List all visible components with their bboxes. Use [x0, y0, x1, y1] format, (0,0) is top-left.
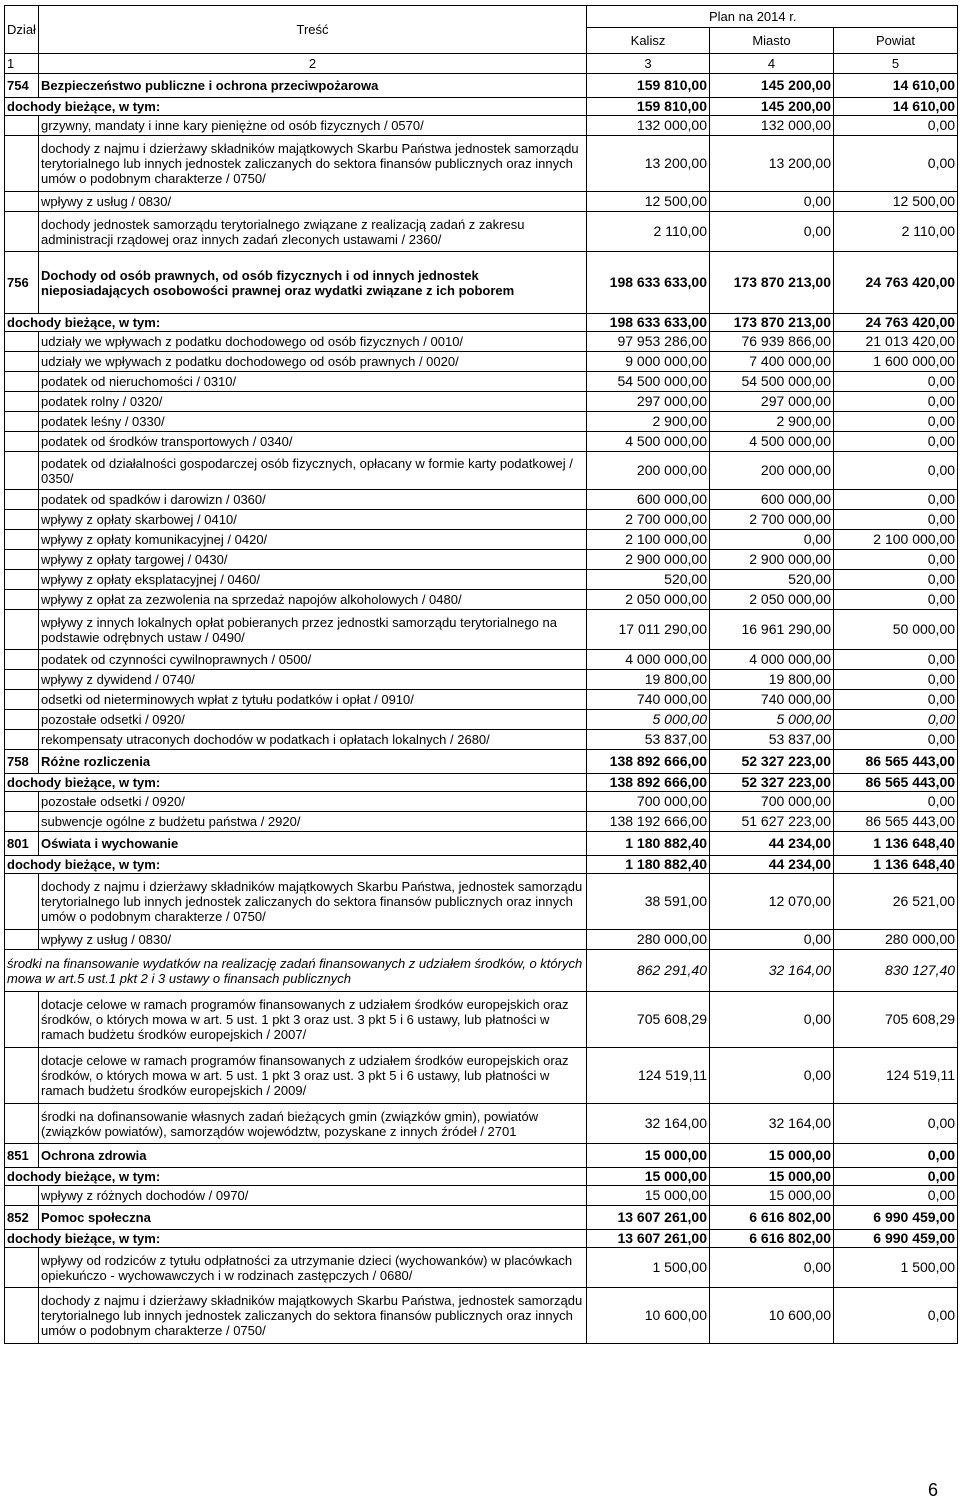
- value-powiat: 86 565 443,00: [834, 774, 958, 792]
- col-index: 1: [5, 54, 39, 74]
- item-row: [5, 372, 958, 392]
- col-index: 3: [587, 54, 710, 74]
- item-description: podatek od działalności gospodarczej osób fizycznych, opłacany w formie karty podatkowej / 0350/: [39, 452, 587, 490]
- dzial-code: 754: [5, 74, 39, 98]
- item-row: [5, 1186, 958, 1206]
- value-miasto: 2 050 000,00: [710, 590, 834, 610]
- indent-cell: [5, 930, 39, 950]
- item-description: środki na finansowanie wydatków na realizację zadań finansowanych z udziałem środków, o których mowa w art.5 ust.1 pkt 2 i 3 ustawy o finansach publicznych: [5, 950, 587, 992]
- indent-cell: [5, 1104, 39, 1144]
- value-powiat: 0,00: [834, 650, 958, 670]
- section-row: [5, 1144, 958, 1168]
- value-miasto: 16 961 290,00: [710, 610, 834, 650]
- value-powiat: 830 127,40: [834, 950, 958, 992]
- value-kalisz: 700 000,00: [587, 792, 710, 812]
- value-powiat: 0,00: [834, 510, 958, 530]
- indent-cell: [5, 670, 39, 690]
- item-row: [5, 950, 958, 992]
- indent-cell: [5, 452, 39, 490]
- col-tresc-header: Treść: [39, 6, 587, 54]
- value-kalisz: 138 192 666,00: [587, 812, 710, 832]
- item-description: wpływy z opłaty eksplatacyjnej / 0460/: [39, 570, 587, 590]
- section-title: Bezpieczeństwo publiczne i ochrona przeciwpożarowa: [39, 74, 587, 98]
- value-miasto: 297 000,00: [710, 392, 834, 412]
- value-kalisz: 17 011 290,00: [587, 610, 710, 650]
- indent-cell: [5, 1186, 39, 1206]
- item-row: [5, 992, 958, 1048]
- value-powiat: 0,00: [834, 690, 958, 710]
- item-row: [5, 432, 958, 452]
- value-kalisz: 4 500 000,00: [587, 432, 710, 452]
- item-description: pozostałe odsetki / 0920/: [39, 792, 587, 812]
- value-miasto: 740 000,00: [710, 690, 834, 710]
- value-kalisz: 862 291,40: [587, 950, 710, 992]
- indent-cell: [5, 412, 39, 432]
- indent-cell: [5, 992, 39, 1048]
- value-kalisz: 600 000,00: [587, 490, 710, 510]
- item-description: rekompensaty utraconych dochodów w podatkach i opłatach lokalnych / 2680/: [39, 730, 587, 750]
- indent-cell: [5, 530, 39, 550]
- indent-cell: [5, 730, 39, 750]
- value-miasto: 6 616 802,00: [710, 1206, 834, 1230]
- dzial-code: 801: [5, 832, 39, 856]
- item-description: udziały we wpływach z podatku dochodowego od osób prawnych / 0020/: [39, 352, 587, 372]
- value-miasto: 145 200,00: [710, 74, 834, 98]
- value-miasto: 53 837,00: [710, 730, 834, 750]
- budget-income-table: [4, 5, 958, 1344]
- value-powiat: 0,00: [834, 1144, 958, 1168]
- item-description: udziały we wpływach z podatku dochodowego od osób fizycznych / 0010/: [39, 332, 587, 352]
- indent-cell: [5, 212, 39, 252]
- value-kalisz: 53 837,00: [587, 730, 710, 750]
- value-kalisz: 1 500,00: [587, 1248, 710, 1288]
- indent-cell: [5, 1048, 39, 1104]
- value-kalisz: 132 000,00: [587, 116, 710, 136]
- item-description: podatek od nieruchomości / 0310/: [39, 372, 587, 392]
- col-index: 5: [834, 54, 958, 74]
- section-title: Różne rozliczenia: [39, 750, 587, 774]
- value-powiat: 24 763 420,00: [834, 314, 958, 332]
- value-kalisz: 19 800,00: [587, 670, 710, 690]
- value-miasto: 2 900,00: [710, 412, 834, 432]
- value-miasto: 0,00: [710, 1248, 834, 1288]
- item-row: [5, 690, 958, 710]
- value-miasto: 19 800,00: [710, 670, 834, 690]
- value-powiat: 2 100 000,00: [834, 530, 958, 550]
- current-income-label: dochody bieżące, w tym:: [5, 1230, 587, 1248]
- value-powiat: 14 610,00: [834, 74, 958, 98]
- value-powiat: 0,00: [834, 710, 958, 730]
- item-description: wpływy z innych lokalnych opłat pobieranych przez jednostki samorządu terytorialnego na podstawie odrębnych ustaw / 0490/: [39, 610, 587, 650]
- section-title: Pomoc społeczna: [39, 1206, 587, 1230]
- value-miasto: 12 070,00: [710, 874, 834, 930]
- item-row: [5, 874, 958, 930]
- current-income-row: [5, 1168, 958, 1186]
- item-description: dotacje celowe w ramach programów finansowanych z udziałem środków europejskich oraz środków, o których mowa w art. 5 ust. 1 pkt 3 oraz ust. 3 pkt 5 i 6 ustawy, lub płatności w ramach budżetu środków europejskich / 2007/: [39, 992, 587, 1048]
- dzial-code: 852: [5, 1206, 39, 1230]
- col-miasto-header: Miasto: [710, 28, 834, 54]
- value-powiat: 0,00: [834, 1288, 958, 1344]
- value-miasto: 6 616 802,00: [710, 1230, 834, 1248]
- col-powiat-header: Powiat: [834, 28, 958, 54]
- item-description: wpływy z dywidend / 0740/: [39, 670, 587, 690]
- item-description: podatek od środków transportowych / 0340/: [39, 432, 587, 452]
- value-miasto: 32 164,00: [710, 950, 834, 992]
- indent-cell: [5, 610, 39, 650]
- value-kalisz: 280 000,00: [587, 930, 710, 950]
- indent-cell: [5, 116, 39, 136]
- value-miasto: 173 870 213,00: [710, 314, 834, 332]
- indent-cell: [5, 650, 39, 670]
- item-row: [5, 812, 958, 832]
- value-miasto: 0,00: [710, 992, 834, 1048]
- value-kalisz: 198 633 633,00: [587, 314, 710, 332]
- section-row: [5, 1206, 958, 1230]
- item-row: [5, 550, 958, 570]
- item-row: [5, 570, 958, 590]
- current-income-row: [5, 1230, 958, 1248]
- item-description: podatek leśny / 0330/: [39, 412, 587, 432]
- indent-cell: [5, 690, 39, 710]
- item-row: [5, 392, 958, 412]
- indent-cell: [5, 812, 39, 832]
- item-row: [5, 650, 958, 670]
- item-row: [5, 792, 958, 812]
- current-income-row: [5, 774, 958, 792]
- value-kalisz: 13 200,00: [587, 136, 710, 192]
- indent-cell: [5, 192, 39, 212]
- column-index-row: [5, 54, 958, 74]
- value-kalisz: 297 000,00: [587, 392, 710, 412]
- item-row: [5, 192, 958, 212]
- value-miasto: 145 200,00: [710, 98, 834, 116]
- item-description: podatek od spadków i darowizn / 0360/: [39, 490, 587, 510]
- item-row: [5, 1248, 958, 1288]
- value-kalisz: 138 892 666,00: [587, 774, 710, 792]
- item-description: wpływy z opłat za zezwolenia na sprzedaż napojów alkoholowych / 0480/: [39, 590, 587, 610]
- value-kalisz: 2 900 000,00: [587, 550, 710, 570]
- value-powiat: 86 565 443,00: [834, 812, 958, 832]
- value-kalisz: 159 810,00: [587, 98, 710, 116]
- value-miasto: 173 870 213,00: [710, 252, 834, 314]
- value-kalisz: 15 000,00: [587, 1168, 710, 1186]
- value-miasto: 0,00: [710, 530, 834, 550]
- item-description: subwencje ogólne z budżetu państwa / 2920/: [39, 812, 587, 832]
- value-kalisz: 38 591,00: [587, 874, 710, 930]
- value-miasto: 15 000,00: [710, 1168, 834, 1186]
- value-powiat: 0,00: [834, 570, 958, 590]
- item-row: [5, 452, 958, 490]
- value-kalisz: 2 900,00: [587, 412, 710, 432]
- item-row: [5, 116, 958, 136]
- dzial-code: 758: [5, 750, 39, 774]
- value-powiat: 0,00: [834, 590, 958, 610]
- value-kalisz: 2 050 000,00: [587, 590, 710, 610]
- indent-cell: [5, 332, 39, 352]
- section-row: [5, 750, 958, 774]
- value-powiat: 0,00: [834, 670, 958, 690]
- value-kalisz: 124 519,11: [587, 1048, 710, 1104]
- value-kalisz: 705 608,29: [587, 992, 710, 1048]
- value-miasto: 52 327 223,00: [710, 750, 834, 774]
- item-description: dochody z najmu i dzierżawy składników majątkowych Skarbu Państwa, jednostek samorządu terytorialnego lub innych jednostek zaliczanych do sektora finansów publicznych oraz innych umów o podobnym charakterze / 0750/: [39, 1288, 587, 1344]
- item-description: wpływy z opłaty targowej / 0430/: [39, 550, 587, 570]
- item-description: dochody jednostek samorządu terytorialnego związane z realizacją zadań z zakresu administracji rządowej oraz innych zadań zleconych ustawami / 2360/: [39, 212, 587, 252]
- value-miasto: 520,00: [710, 570, 834, 590]
- col-index: 2: [39, 54, 587, 74]
- value-kalisz: 1 180 882,40: [587, 832, 710, 856]
- col-index: 4: [710, 54, 834, 74]
- indent-cell: [5, 432, 39, 452]
- value-kalisz: 2 110,00: [587, 212, 710, 252]
- indent-cell: [5, 570, 39, 590]
- value-miasto: 2 700 000,00: [710, 510, 834, 530]
- value-powiat: 0,00: [834, 372, 958, 392]
- current-income-row: [5, 98, 958, 116]
- value-kalisz: 13 607 261,00: [587, 1230, 710, 1248]
- value-powiat: 0,00: [834, 452, 958, 490]
- value-kalisz: 32 164,00: [587, 1104, 710, 1144]
- item-row: [5, 332, 958, 352]
- value-miasto: 44 234,00: [710, 856, 834, 874]
- value-powiat: 0,00: [834, 412, 958, 432]
- item-row: [5, 610, 958, 650]
- value-kalisz: 12 500,00: [587, 192, 710, 212]
- value-powiat: 705 608,29: [834, 992, 958, 1048]
- value-kalisz: 2 100 000,00: [587, 530, 710, 550]
- indent-cell: [5, 792, 39, 812]
- value-powiat: 124 519,11: [834, 1048, 958, 1104]
- indent-cell: [5, 392, 39, 412]
- section-title: Oświata i wychowanie: [39, 832, 587, 856]
- value-kalisz: 2 700 000,00: [587, 510, 710, 530]
- value-miasto: 52 327 223,00: [710, 774, 834, 792]
- dzial-code: 851: [5, 1144, 39, 1168]
- indent-cell: [5, 352, 39, 372]
- item-row: [5, 212, 958, 252]
- value-kalisz: 740 000,00: [587, 690, 710, 710]
- indent-cell: [5, 710, 39, 730]
- value-powiat: 1 136 648,40: [834, 832, 958, 856]
- value-miasto: 10 600,00: [710, 1288, 834, 1344]
- plan-header: Plan na 2014 r.: [587, 6, 958, 28]
- value-powiat: 0,00: [834, 1186, 958, 1206]
- item-description: wpływy od rodziców z tytułu odpłatności za utrzymanie dzieci (wychowanków) w placówkach opiekuńczo - wychowawczych i w rodzinach zastępczych / 0680/: [39, 1248, 587, 1288]
- value-miasto: 5 000,00: [710, 710, 834, 730]
- indent-cell: [5, 590, 39, 610]
- value-miasto: 0,00: [710, 212, 834, 252]
- value-kalisz: 13 607 261,00: [587, 1206, 710, 1230]
- item-description: wpływy z usług / 0830/: [39, 930, 587, 950]
- value-kalisz: 5 000,00: [587, 710, 710, 730]
- value-kalisz: 4 000 000,00: [587, 650, 710, 670]
- current-income-label: dochody bieżące, w tym:: [5, 774, 587, 792]
- indent-cell: [5, 874, 39, 930]
- current-income-label: dochody bieżące, w tym:: [5, 98, 587, 116]
- value-powiat: 21 013 420,00: [834, 332, 958, 352]
- current-income-label: dochody bieżące, w tym:: [5, 1168, 587, 1186]
- header-row-1: [5, 6, 958, 28]
- section-row: [5, 74, 958, 98]
- item-row: [5, 530, 958, 550]
- value-kalisz: 15 000,00: [587, 1186, 710, 1206]
- item-description: wpływy z usług / 0830/: [39, 192, 587, 212]
- item-row: [5, 1048, 958, 1104]
- value-kalisz: 520,00: [587, 570, 710, 590]
- indent-cell: [5, 490, 39, 510]
- value-powiat: 1 136 648,40: [834, 856, 958, 874]
- item-description: dochody z najmu i dzierżawy składników majątkowych Skarbu Państwa jednostek samorządu terytorialnego lub innych jednostek zaliczanych do sektora finansów publicznych oraz innych umów o podobnym charakterze / 0750/: [39, 136, 587, 192]
- item-description: pozostałe odsetki / 0920/: [39, 710, 587, 730]
- value-powiat: 86 565 443,00: [834, 750, 958, 774]
- value-miasto: 4 000 000,00: [710, 650, 834, 670]
- value-powiat: 0,00: [834, 730, 958, 750]
- item-row: [5, 1288, 958, 1344]
- item-description: wpływy z różnych dochodów / 0970/: [39, 1186, 587, 1206]
- col-dzial-header: Dział: [5, 6, 39, 54]
- item-description: wpływy z opłaty komunikacyjnej / 0420/: [39, 530, 587, 550]
- value-miasto: 132 000,00: [710, 116, 834, 136]
- value-powiat: 0,00: [834, 136, 958, 192]
- value-miasto: 13 200,00: [710, 136, 834, 192]
- value-miasto: 4 500 000,00: [710, 432, 834, 452]
- value-kalisz: 1 180 882,40: [587, 856, 710, 874]
- item-row: [5, 136, 958, 192]
- value-miasto: 7 400 000,00: [710, 352, 834, 372]
- current-income-label: dochody bieżące, w tym:: [5, 314, 587, 332]
- indent-cell: [5, 136, 39, 192]
- value-powiat: 280 000,00: [834, 930, 958, 950]
- value-powiat: 12 500,00: [834, 192, 958, 212]
- indent-cell: [5, 372, 39, 392]
- value-miasto: 76 939 866,00: [710, 332, 834, 352]
- indent-cell: [5, 1288, 39, 1344]
- value-miasto: 51 627 223,00: [710, 812, 834, 832]
- value-miasto: 15 000,00: [710, 1144, 834, 1168]
- item-description: odsetki od nieterminowych wpłat z tytułu podatków i opłat / 0910/: [39, 690, 587, 710]
- value-powiat: 6 990 459,00: [834, 1230, 958, 1248]
- value-kalisz: 198 633 633,00: [587, 252, 710, 314]
- value-powiat: 0,00: [834, 550, 958, 570]
- value-powiat: 26 521,00: [834, 874, 958, 930]
- item-description: grzywny, mandaty i inne kary pieniężne od osób fizycznych / 0570/: [39, 116, 587, 136]
- item-row: [5, 510, 958, 530]
- value-kalisz: 54 500 000,00: [587, 372, 710, 392]
- current-income-row: [5, 856, 958, 874]
- value-miasto: 54 500 000,00: [710, 372, 834, 392]
- indent-cell: [5, 1248, 39, 1288]
- value-kalisz: 15 000,00: [587, 1144, 710, 1168]
- indent-cell: [5, 550, 39, 570]
- value-kalisz: 97 953 286,00: [587, 332, 710, 352]
- item-description: wpływy z opłaty skarbowej / 0410/: [39, 510, 587, 530]
- dzial-code: 756: [5, 252, 39, 314]
- value-powiat: 2 110,00: [834, 212, 958, 252]
- value-powiat: 14 610,00: [834, 98, 958, 116]
- col-kalisz-header: Kalisz: [587, 28, 710, 54]
- value-powiat: 0,00: [834, 116, 958, 136]
- item-description: środki na dofinansowanie własnych zadań bieżących gmin (związków gmin), powiatów (związków powiatów), samorządów województw, pozyskane z innych źródeł / 2701: [39, 1104, 587, 1144]
- item-description: dochody z najmu i dzierżawy składników majątkowych Skarbu Państwa, jednostek samorządu terytorialnego lub innych jednostek zaliczanych do sektora finansów publicznych oraz innych umów o podobnym charakterze / 0750/: [39, 874, 587, 930]
- value-miasto: 2 900 000,00: [710, 550, 834, 570]
- value-powiat: 0,00: [834, 1168, 958, 1186]
- value-powiat: 0,00: [834, 392, 958, 412]
- item-row: [5, 352, 958, 372]
- value-powiat: 0,00: [834, 1104, 958, 1144]
- item-row: [5, 670, 958, 690]
- value-powiat: 0,00: [834, 792, 958, 812]
- item-row: [5, 590, 958, 610]
- value-miasto: 700 000,00: [710, 792, 834, 812]
- item-description: dotacje celowe w ramach programów finansowanych z udziałem środków europejskich oraz środków, o których mowa w art. 5 ust. 1 pkt 3 oraz ust. 3 pkt 5 i 6 ustawy, lub płatności w ramach budżetu środków europejskich / 2009/: [39, 1048, 587, 1104]
- value-powiat: 1 600 000,00: [834, 352, 958, 372]
- indent-cell: [5, 510, 39, 530]
- section-title: Ochrona zdrowia: [39, 1144, 587, 1168]
- section-row: [5, 832, 958, 856]
- value-kalisz: 159 810,00: [587, 74, 710, 98]
- value-kalisz: 10 600,00: [587, 1288, 710, 1344]
- item-row: [5, 710, 958, 730]
- item-row: [5, 1104, 958, 1144]
- value-miasto: 15 000,00: [710, 1186, 834, 1206]
- value-powiat: 0,00: [834, 490, 958, 510]
- value-powiat: 1 500,00: [834, 1248, 958, 1288]
- value-miasto: 0,00: [710, 192, 834, 212]
- value-kalisz: 138 892 666,00: [587, 750, 710, 774]
- section-title: Dochody od osób prawnych, od osób fizycznych i od innych jednostek nieposiadających osobowości prawnej oraz wydatki związane z ich poborem: [39, 252, 587, 314]
- value-powiat: 24 763 420,00: [834, 252, 958, 314]
- value-miasto: 600 000,00: [710, 490, 834, 510]
- item-row: [5, 412, 958, 432]
- value-kalisz: 9 000 000,00: [587, 352, 710, 372]
- section-row: [5, 252, 958, 314]
- item-description: podatek od czynności cywilnoprawnych / 0500/: [39, 650, 587, 670]
- current-income-row: [5, 314, 958, 332]
- value-powiat: 0,00: [834, 432, 958, 452]
- value-miasto: 0,00: [710, 930, 834, 950]
- value-miasto: 200 000,00: [710, 452, 834, 490]
- page-number: 6: [927, 1480, 938, 1500]
- item-row: [5, 730, 958, 750]
- item-row: [5, 490, 958, 510]
- item-description: podatek rolny / 0320/: [39, 392, 587, 412]
- value-miasto: 0,00: [710, 1048, 834, 1104]
- value-kalisz: 200 000,00: [587, 452, 710, 490]
- value-powiat: 50 000,00: [834, 610, 958, 650]
- value-miasto: 44 234,00: [710, 832, 834, 856]
- value-powiat: 6 990 459,00: [834, 1206, 958, 1230]
- value-miasto: 32 164,00: [710, 1104, 834, 1144]
- item-row: [5, 930, 958, 950]
- current-income-label: dochody bieżące, w tym:: [5, 856, 587, 874]
